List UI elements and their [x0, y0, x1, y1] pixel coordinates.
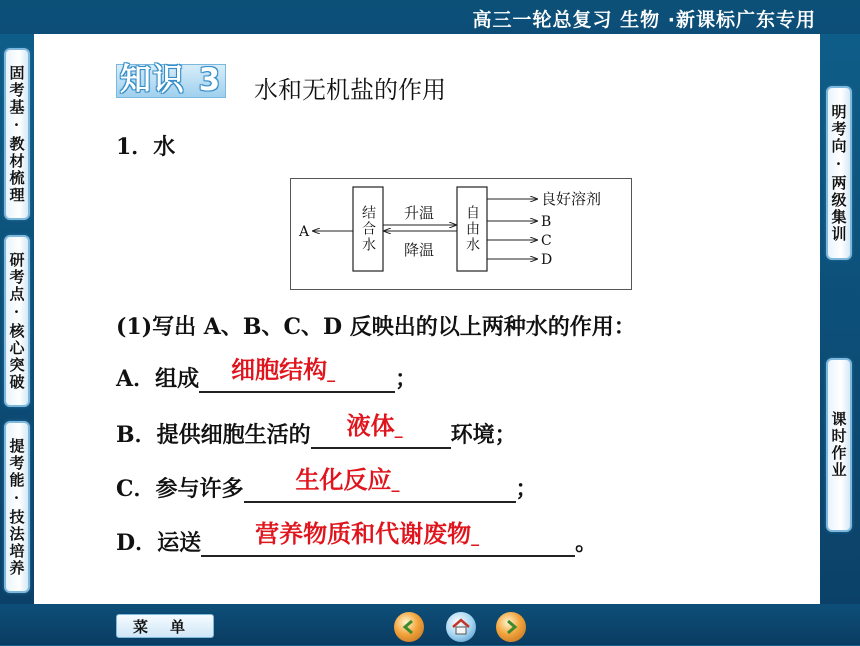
tab-consolidate-basics[interactable]: [4, 48, 30, 220]
tab-label: 研考点·核心突破: [7, 251, 26, 391]
tab-label: 固考基·教材梳理: [7, 64, 26, 204]
slide-content: [34, 34, 820, 604]
tab-skill-training[interactable]: [4, 421, 30, 593]
answer-line-d: [116, 520, 598, 557]
answer-d: 营养物质和代谢废物 _: [255, 514, 479, 549]
output-d-label: D: [541, 252, 553, 268]
answer-b: 液体 _: [347, 406, 403, 441]
knowledge-badge: 知识 3: [116, 64, 226, 98]
arrow-warm-label: 升温: [403, 204, 435, 222]
top-header-bar: [0, 0, 860, 34]
item-d-suffix: 。: [575, 530, 598, 556]
knowledge-title: 水和无机盐的作用: [254, 76, 446, 104]
output-c-label: C: [541, 233, 552, 249]
home-icon[interactable]: [446, 612, 476, 642]
answer-line-b: [116, 412, 517, 449]
item-a-suffix: ；: [395, 366, 418, 392]
tab-label: 明考向·两级集训: [829, 103, 848, 243]
arrow-cool-label: 降温: [403, 241, 435, 259]
tab-core-breakthrough[interactable]: [4, 235, 30, 407]
tab-two-level-practice[interactable]: [826, 86, 852, 260]
blank-a: [199, 356, 395, 393]
tab-label: 提考能·技法培养: [7, 437, 26, 577]
blank-b: [311, 412, 451, 449]
item-a-prefix: A．组成: [116, 366, 200, 392]
menu-button[interactable]: 菜单: [116, 614, 214, 638]
output-solvent-label: 良好溶剂: [541, 190, 602, 208]
tab-label: 课时作业: [829, 411, 848, 479]
item-c-prefix: C．参与许多: [116, 476, 244, 502]
free-water-label: 自由水: [464, 205, 480, 253]
water-conversion-diagram: [290, 178, 632, 290]
output-b-label: B: [541, 214, 552, 230]
tab-homework[interactable]: [826, 358, 852, 532]
item-b-suffix: 环境；: [450, 422, 517, 448]
item-b-prefix: B．提供细胞生活的: [116, 422, 311, 448]
next-icon[interactable]: [496, 612, 526, 642]
item-c-suffix: ；: [515, 476, 538, 502]
answer-c: 生化反应 _: [296, 460, 400, 495]
question-prompt: (1)写出 A、B、C、D 反映出的以上两种水的作用：: [116, 314, 636, 340]
answer-line-c: [116, 466, 538, 503]
output-a-label: A: [299, 224, 310, 240]
answer-line-a: [116, 356, 418, 393]
answer-a: 细胞结构 _: [231, 350, 335, 385]
course-title: 高三一轮总复习 生物 ·新课标广东专用: [472, 9, 816, 31]
section-heading: 1．水: [116, 134, 176, 160]
item-d-prefix: D．运送: [116, 530, 202, 556]
previous-icon[interactable]: [394, 612, 424, 642]
bound-water-label: 结合水: [360, 205, 376, 253]
blank-d: [201, 520, 575, 557]
blank-c: [244, 466, 516, 503]
